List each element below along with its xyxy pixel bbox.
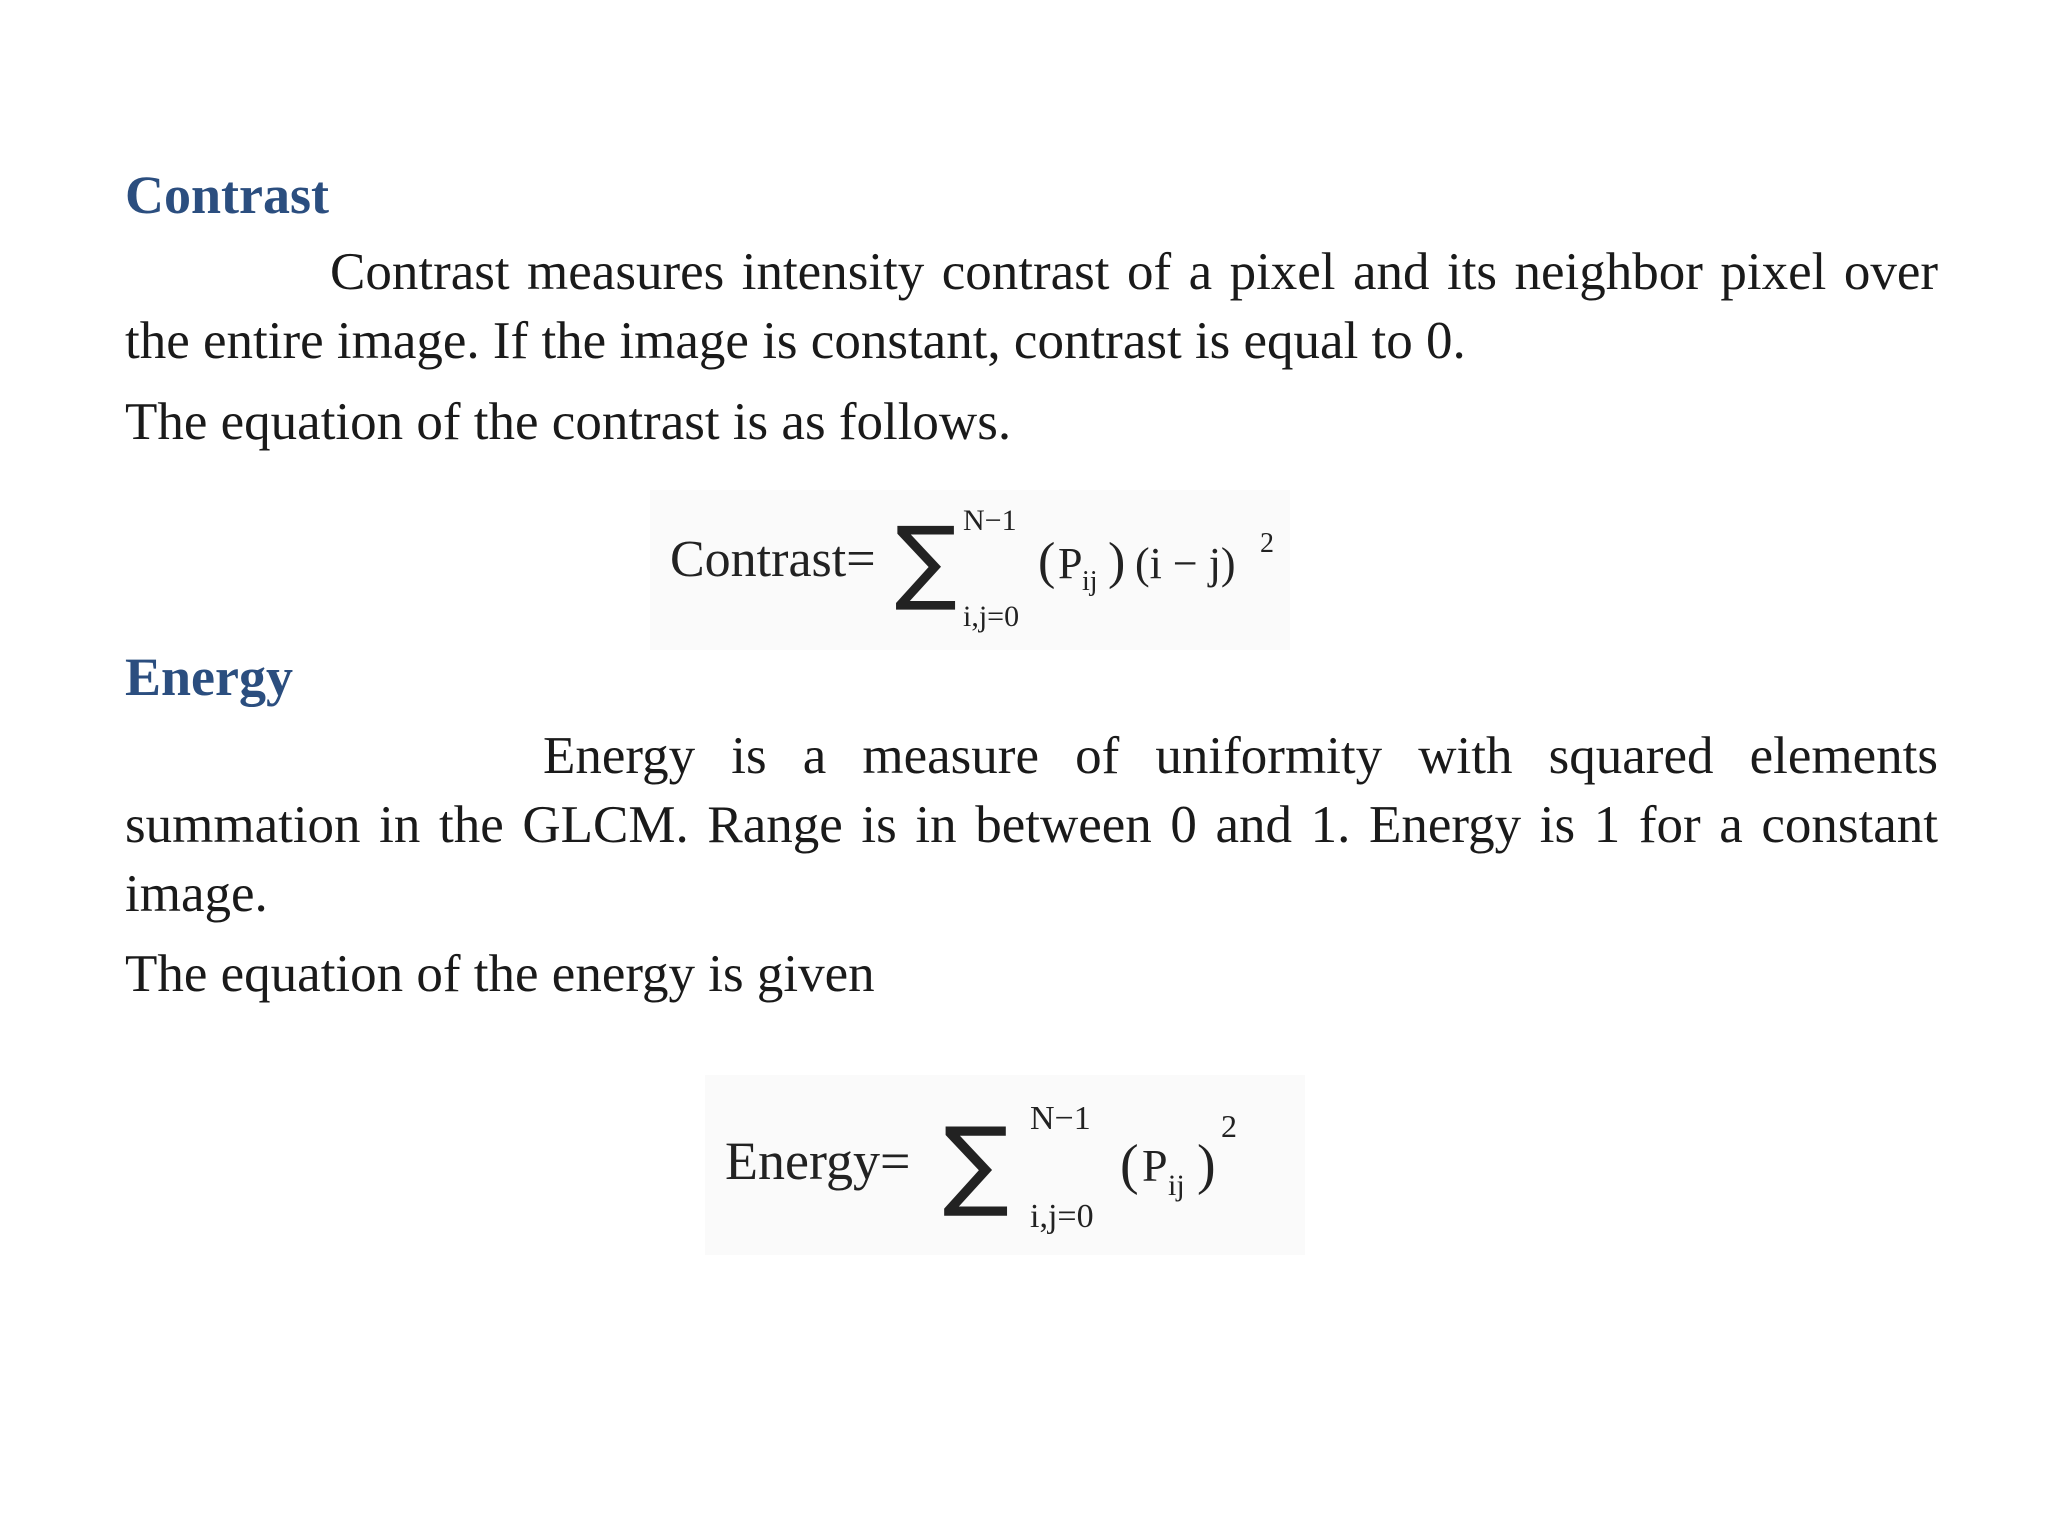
contrast-heading: Contrast bbox=[125, 165, 329, 225]
contrast-eq-term-base: P bbox=[1058, 539, 1083, 588]
energy-eq-exponent: 2 bbox=[1221, 1108, 1237, 1144]
contrast-paragraph: Contrast measures intensity contrast of a pixel and its neighbor pixel over the entire image. If the image is constant, contrast is equal to 0. bbox=[125, 243, 1938, 370]
contrast-eq-exponent: 2 bbox=[1260, 528, 1274, 559]
contrast-eq-lhs: Contrast= bbox=[670, 531, 876, 588]
energy-heading: Energy bbox=[125, 647, 293, 707]
energy-paragraph: Energy is a measure of uniformity with squared elements summation in the GLCM. Range is in between 0 and 1. Energy is 1 for a constant image. bbox=[125, 727, 1938, 923]
contrast-sigma-symbol: ∑ bbox=[895, 507, 957, 614]
energy-equation bbox=[705, 1075, 1305, 1255]
energy-eq-lower-limit: i,j=0 bbox=[1030, 1198, 1094, 1235]
contrast-eq-close-paren: ) bbox=[1108, 533, 1126, 590]
energy-eq-open-paren: ( bbox=[1120, 1134, 1139, 1196]
energy-eq-close-paren: ) bbox=[1197, 1134, 1216, 1196]
energy-eq-term-base: P bbox=[1142, 1140, 1168, 1191]
contrast-equation bbox=[650, 490, 1290, 650]
energy-eq-upper-limit: N−1 bbox=[1030, 1100, 1091, 1137]
contrast-eq-upper-limit: N−1 bbox=[963, 504, 1017, 537]
contrast-eq-term-sub: ij bbox=[1082, 566, 1098, 597]
contrast-eq-factor: (i − j) bbox=[1135, 539, 1236, 588]
energy-equation-intro: The equation of the energy is given bbox=[125, 945, 875, 1003]
energy-eq-term-sub: ij bbox=[1168, 1169, 1185, 1202]
contrast-eq-lower-limit: i,j=0 bbox=[963, 600, 1020, 633]
energy-sigma-symbol: ∑ bbox=[943, 1107, 1010, 1221]
contrast-eq-open-paren: ( bbox=[1038, 533, 1056, 590]
contrast-equation-intro: The equation of the contrast is as follows. bbox=[125, 393, 1012, 451]
energy-eq-lhs: Energy= bbox=[725, 1131, 911, 1191]
